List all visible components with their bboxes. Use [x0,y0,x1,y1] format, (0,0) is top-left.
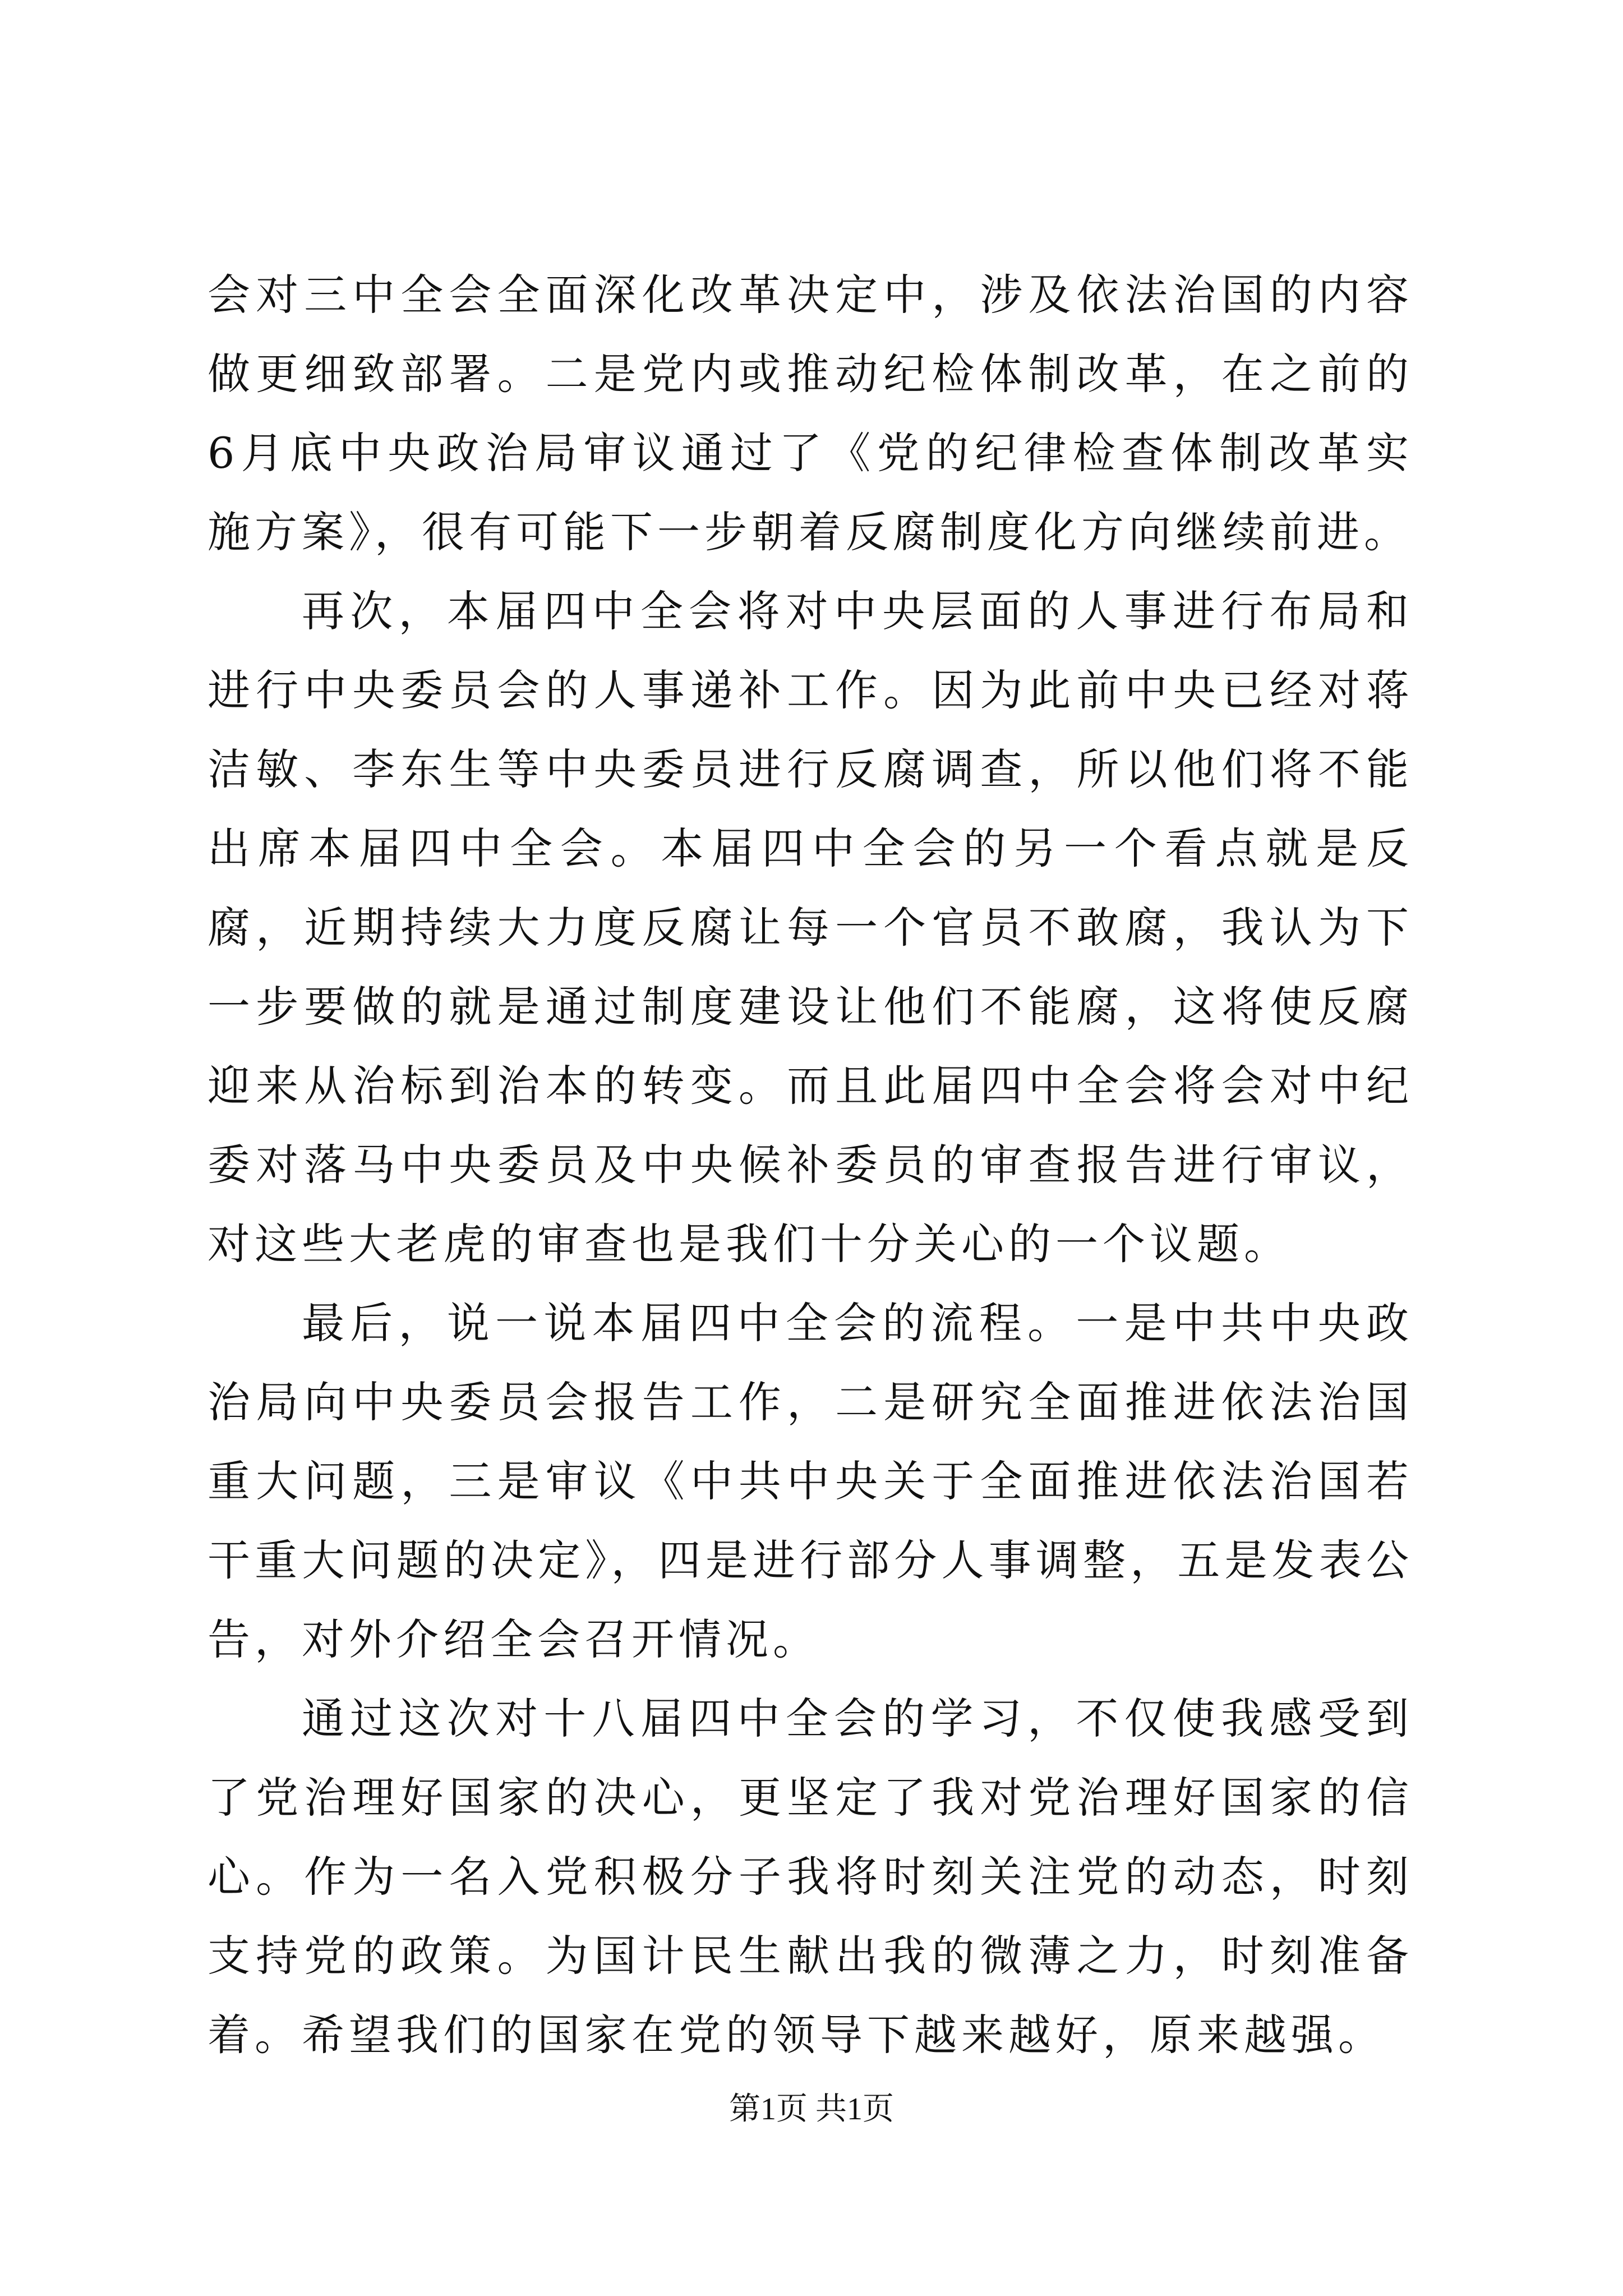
paragraph-conclusion: 通过这次对十八届四中全会的学习，不仅使我感受到了党治理好国家的决心，更坚定了我对党治理好国家的信心。作为一名入党积极分子我将时刻关注党的动态，时刻支持党的政策。为国计民生献出我的微薄之力，时刻准备着。希望我们的国家在党的领导下越来越好，原来越强。 [208,1694,1413,2060]
paragraph-personnel: 再次，本届四中全会将对中央层面的人事进行布局和进行中央委员会的人事递补工作。因为此前中央已经对蒋洁敏、李东生等中央委员进行反腐调查，所以他们将不能出席本届四中全会。本届四中全会的另一个看点就是反腐，近期持续大力度反腐让每一个官员不敢腐，我认为下一步要做的就是通过制度建设让他们不能腐，这将使反腐迎来从治标到治本的转变。而且此届四中全会将会对中纪委对落马中央委员及中央候补委员的审查报告进行审议，对这些大老虎的审查也是我们十分关心的一个议题。 [208,586,1413,1269]
page-number-footer: 第1页 共1页 [729,2092,894,2127]
paragraph-continuation: 会对三中全会全面深化改革决定中，涉及依法治国的内容做更细致部署。二是党内或推动纪检体制改革，在之前的6月底中央政治局审议通过了《党的纪律检查体制改革实施方案》，很有可能下一步朝着反腐制度化方向继续前进。 [208,270,1413,557]
document-body [208,255,1413,2074]
paragraph-procedure: 最后，说一说本届四中全会的流程。一是中共中央政治局向中央委员会报告工作，二是研究全面推进依法治国重大问题，三是审议《中共中央关于全面推进依法治国若干重大问题的决定》，四是进行部分人事调整，五是发表公告，对外介绍全会召开情况。 [208,1298,1413,1664]
